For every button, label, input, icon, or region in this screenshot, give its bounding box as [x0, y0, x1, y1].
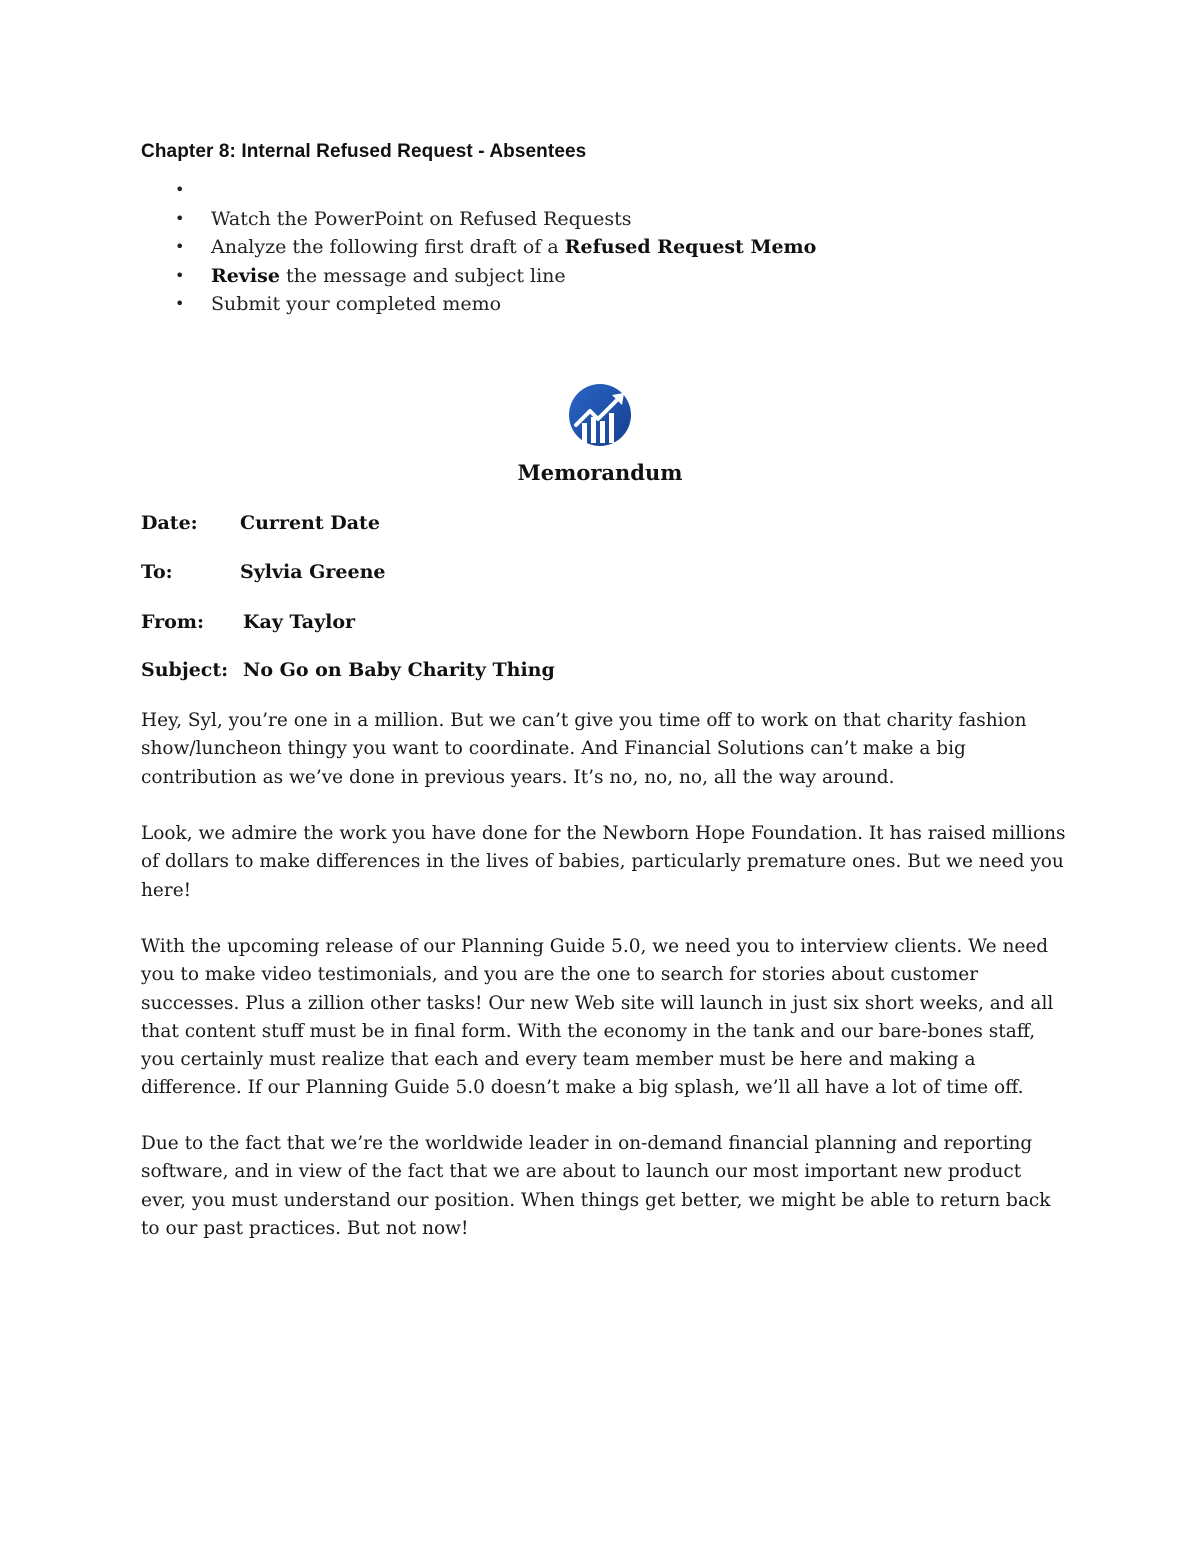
memo-date-label: Date: — [141, 512, 198, 534]
memo-to-label: To: — [141, 561, 173, 583]
logo-bar — [582, 423, 587, 443]
memo-subject-label: Subject: — [141, 659, 229, 681]
bullet-icon: • — [175, 237, 185, 256]
memo-paragraph: Look, we admire the work you have done for the Newborn Hope Foundation. It has raised millions of dollars to make differences in the lives of babies, particularly premature ones. But we need you here! — [141, 823, 1066, 901]
logo-bar — [609, 413, 614, 443]
task-list-item — [141, 205, 816, 234]
memo-date-value: Current Date — [240, 512, 380, 534]
memo-subject-value: No Go on Baby Charity Thing — [243, 659, 555, 681]
memo-title: Memorandum — [517, 460, 683, 485]
memo-from-value: Kay Taylor — [243, 611, 356, 633]
memo-to-row — [141, 561, 386, 583]
task-list — [141, 176, 816, 319]
logo-bar — [600, 421, 605, 443]
memo-paragraph: With the upcoming release of our Planning Guide 5.0, we need you to interview clients. We need you to make video testimonials, and you are the one to search for stories about customer successes. Plus a zillion other tasks! Our new Web site will launch in just six short weeks, and all that content stuff must be in final form. With the economy in the tank and our bare-bones staff, you certainly must realize that each and every team member must be here and making a difference. If our Planning Guide 5.0 doesn’t make a big splash, we’ll all have a lot of time off. — [141, 936, 1054, 1099]
task-text: Submit your completed memo — [211, 293, 502, 315]
chapter-title: Chapter 8: Internal Refused Request - Absentees — [141, 141, 587, 162]
memo-to-value: Sylvia Greene — [240, 561, 386, 583]
task-text-prefix: Analyze the following first draft of a — [211, 236, 565, 258]
memo-from-label: From: — [141, 611, 204, 633]
memo-date-row — [141, 512, 380, 534]
task-list-item — [141, 233, 816, 262]
task-text: Watch the PowerPoint on Refused Requests — [211, 207, 632, 230]
task-list-item — [141, 290, 816, 319]
memo-from-row — [141, 611, 356, 633]
bullet-icon: • — [175, 208, 185, 228]
bullet-icon: • — [175, 265, 185, 285]
task-list-item — [141, 262, 816, 291]
task-list-item — [141, 176, 816, 205]
task-text-bold: Refused Request Memo — [564, 236, 817, 258]
task-text-bold: Revise — [211, 264, 280, 287]
bullet-icon: • — [175, 180, 185, 199]
memo-paragraph: Due to the fact that we’re the worldwide leader in on-demand financial planning and reporting software, and in view of the fact that we are about to launch our most important new product ever, you must understand our position. When things get better, we might be able to return back to our past practices. But not now! — [141, 1133, 1051, 1239]
growth-chart-logo-icon — [568, 383, 632, 447]
logo-bar — [591, 417, 596, 443]
bullet-icon: • — [175, 294, 185, 313]
task-text-suffix: the message and subject line — [279, 264, 566, 287]
memo-paragraph: Hey, Syl, you’re one in a million. But we can’t give you time off to work on that charity fashion show/luncheon thingy you want to coordinate. And Financial Solutions can’t make a big contribution as we’ve done in previous years. It’s no, no, no, all the way around. — [141, 710, 1027, 788]
memo-subject-row — [141, 659, 555, 681]
